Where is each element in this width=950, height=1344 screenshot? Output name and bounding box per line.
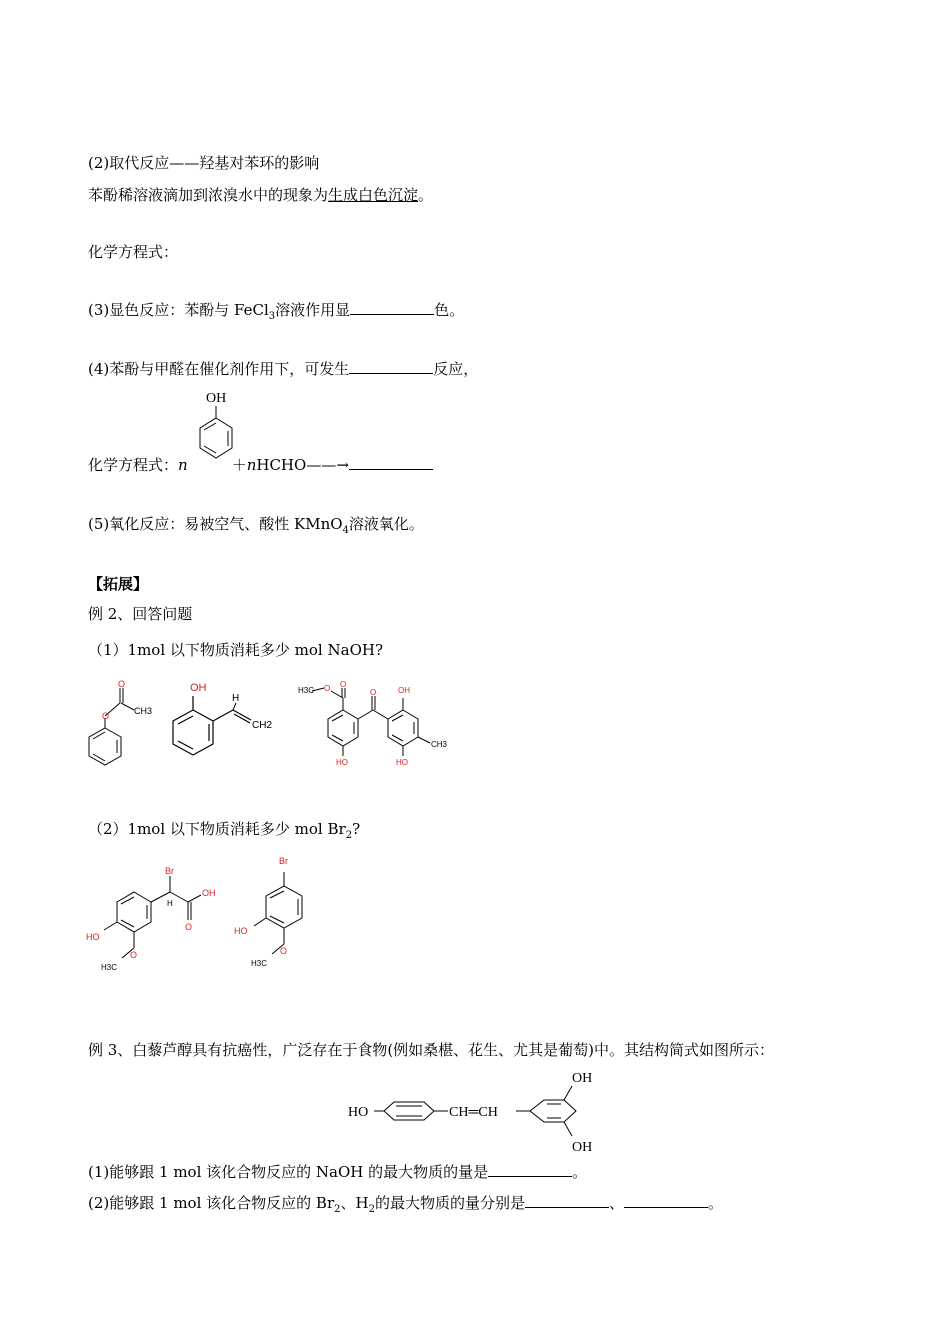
- section3-middle: 溶液作用显: [275, 301, 351, 319]
- h2-amount-blank[interactable]: [624, 1193, 708, 1208]
- mol2-h-label: H: [232, 693, 240, 704]
- mol3-o-ester: O: [324, 684, 331, 693]
- section2-equation-label: 化学方程式：: [88, 243, 179, 261]
- mol5-br-label: Br: [279, 856, 288, 866]
- mol4-oh-label: OH: [202, 888, 216, 898]
- resveratrol-structure: [348, 1066, 608, 1156]
- q2-sub: 2: [345, 830, 353, 841]
- ex3-q2-prefix: (2)能够跟 1 mol 该化合物反应的 Br: [88, 1194, 335, 1212]
- q2-suffix: ?: [352, 820, 361, 838]
- section5-suffix: 溶液氧化。: [348, 515, 424, 533]
- extension-heading: 【拓展】: [88, 575, 149, 593]
- ex3-q2-sub1: 2: [334, 1204, 341, 1215]
- mol1-o-ester: O: [102, 711, 110, 721]
- example2-q1: （1）1mol 以下物质消耗多少 mol NaOH?: [88, 641, 383, 659]
- mol5-h3c-label: H3C: [251, 959, 268, 968]
- mol3-ch3-label: CH3: [431, 740, 448, 749]
- mol4-h-label: H: [167, 899, 173, 908]
- section2-title: (2)取代反应——羟基对苯环的影响: [88, 154, 320, 172]
- resveratrol-ho: HO: [348, 1105, 369, 1120]
- section4-equation: [88, 455, 433, 475]
- mol4-o-ether: O: [130, 950, 138, 960]
- section4-line: [88, 359, 478, 379]
- molecule-bromo-phenol: [232, 850, 322, 980]
- br2-amount-blank[interactable]: [525, 1193, 609, 1208]
- resveratrol-chain: CH═CH: [449, 1105, 498, 1120]
- ex3-q2-suffix: 。: [708, 1194, 724, 1212]
- mol4-o-carbonyl: O: [185, 922, 193, 932]
- eq-plus: ＋: [231, 456, 247, 474]
- section3-line: [88, 300, 464, 327]
- resveratrol-oh-top: OH: [572, 1071, 593, 1086]
- mol3-ho-left: HO: [336, 758, 348, 767]
- section5-prefix: (5)氧化反应：易被空气、酸性 KMnO: [88, 515, 343, 533]
- example3-text: 例 3、白藜芦醇具有抗癌性，广泛存在于食物(例如桑椹、花生、尤其是葡萄)中。其结构简式如图所示：: [88, 1041, 775, 1059]
- ex3-q1-prefix: (1)能够跟 1 mol 该化合物反应的 NaOH 的最大物质的量是: [88, 1163, 489, 1181]
- section3-sub: 3: [268, 311, 276, 322]
- mol4-h3c-label: H3C: [101, 963, 118, 972]
- molecule-phenyl-acetate: [84, 676, 164, 771]
- eq-arrow: ——→: [306, 456, 349, 474]
- mol4-br-label: Br: [165, 866, 174, 876]
- resveratrol-oh-bottom: OH: [572, 1140, 593, 1155]
- ex3-q2-mid2: 的最大物质的量分别是: [374, 1194, 525, 1212]
- section3-prefix: (3)显色反应：苯酚与 FeCl: [88, 301, 269, 319]
- reaction-type-blank[interactable]: [349, 359, 433, 374]
- phenomenon-prefix: 苯酚稀溶液滴加到浓溴水中的现象为: [88, 186, 329, 204]
- ex3-q2-sep: 、: [608, 1194, 624, 1212]
- phenomenon-answer: 生成白色沉淀: [328, 186, 419, 204]
- eq-label: 化学方程式：: [88, 456, 179, 474]
- mol3-o-ester-carbonyl: O: [340, 680, 347, 689]
- mol3-oh-top: OH: [398, 686, 410, 695]
- mol3-o-ketone: O: [370, 688, 377, 697]
- color-answer-blank[interactable]: [350, 300, 434, 315]
- mol3-ho-right: HO: [396, 758, 408, 767]
- phenomenon-suffix: 。: [418, 186, 434, 204]
- mol4-ho-label: HO: [86, 932, 100, 942]
- eq-n: n: [178, 456, 188, 474]
- example2-q2: [88, 819, 360, 846]
- mol1-ch3-label: CH3: [134, 706, 153, 716]
- mol1-o-carbonyl: O: [118, 679, 126, 689]
- molecule-vinylphenol: [168, 676, 283, 766]
- mol5-ho-label: HO: [234, 926, 248, 936]
- section3-suffix: 色。: [434, 301, 465, 319]
- q2-prefix: （2）1mol 以下物质消耗多少 mol Br: [88, 820, 346, 838]
- mol2-oh-label: OH: [190, 682, 207, 694]
- naoh-amount-blank[interactable]: [488, 1162, 572, 1177]
- eq-n2: n: [246, 456, 257, 474]
- mol5-o-ether: O: [280, 946, 288, 956]
- section5-line: [88, 514, 424, 541]
- equation-product-blank[interactable]: [349, 455, 433, 470]
- section2-phenomenon: [88, 185, 433, 205]
- phenol-oh-label: OH: [206, 391, 227, 406]
- ex3-q2-sub2: 2: [368, 1204, 375, 1215]
- eq-reagent: HCHO: [256, 456, 307, 474]
- ex3-q1-suffix: 。: [572, 1163, 588, 1181]
- example3-q2: [88, 1193, 723, 1220]
- molecule-bromo-acid: [84, 862, 224, 982]
- section4-suffix: 反应，: [433, 360, 479, 378]
- molecule-benzophenone-derivative: [298, 676, 458, 771]
- example2-title: 例 2、回答问题: [88, 605, 193, 623]
- section5-sub: 4: [342, 525, 349, 536]
- section4-prefix: (4)苯酚与甲醛在催化剂作用下，可发生: [88, 360, 350, 378]
- mol3-h3c-label: H3C: [298, 686, 315, 695]
- mol2-ch2-label: CH2: [252, 720, 273, 731]
- example3-q1: [88, 1162, 587, 1182]
- ex3-q2-mid: 、H: [340, 1194, 369, 1212]
